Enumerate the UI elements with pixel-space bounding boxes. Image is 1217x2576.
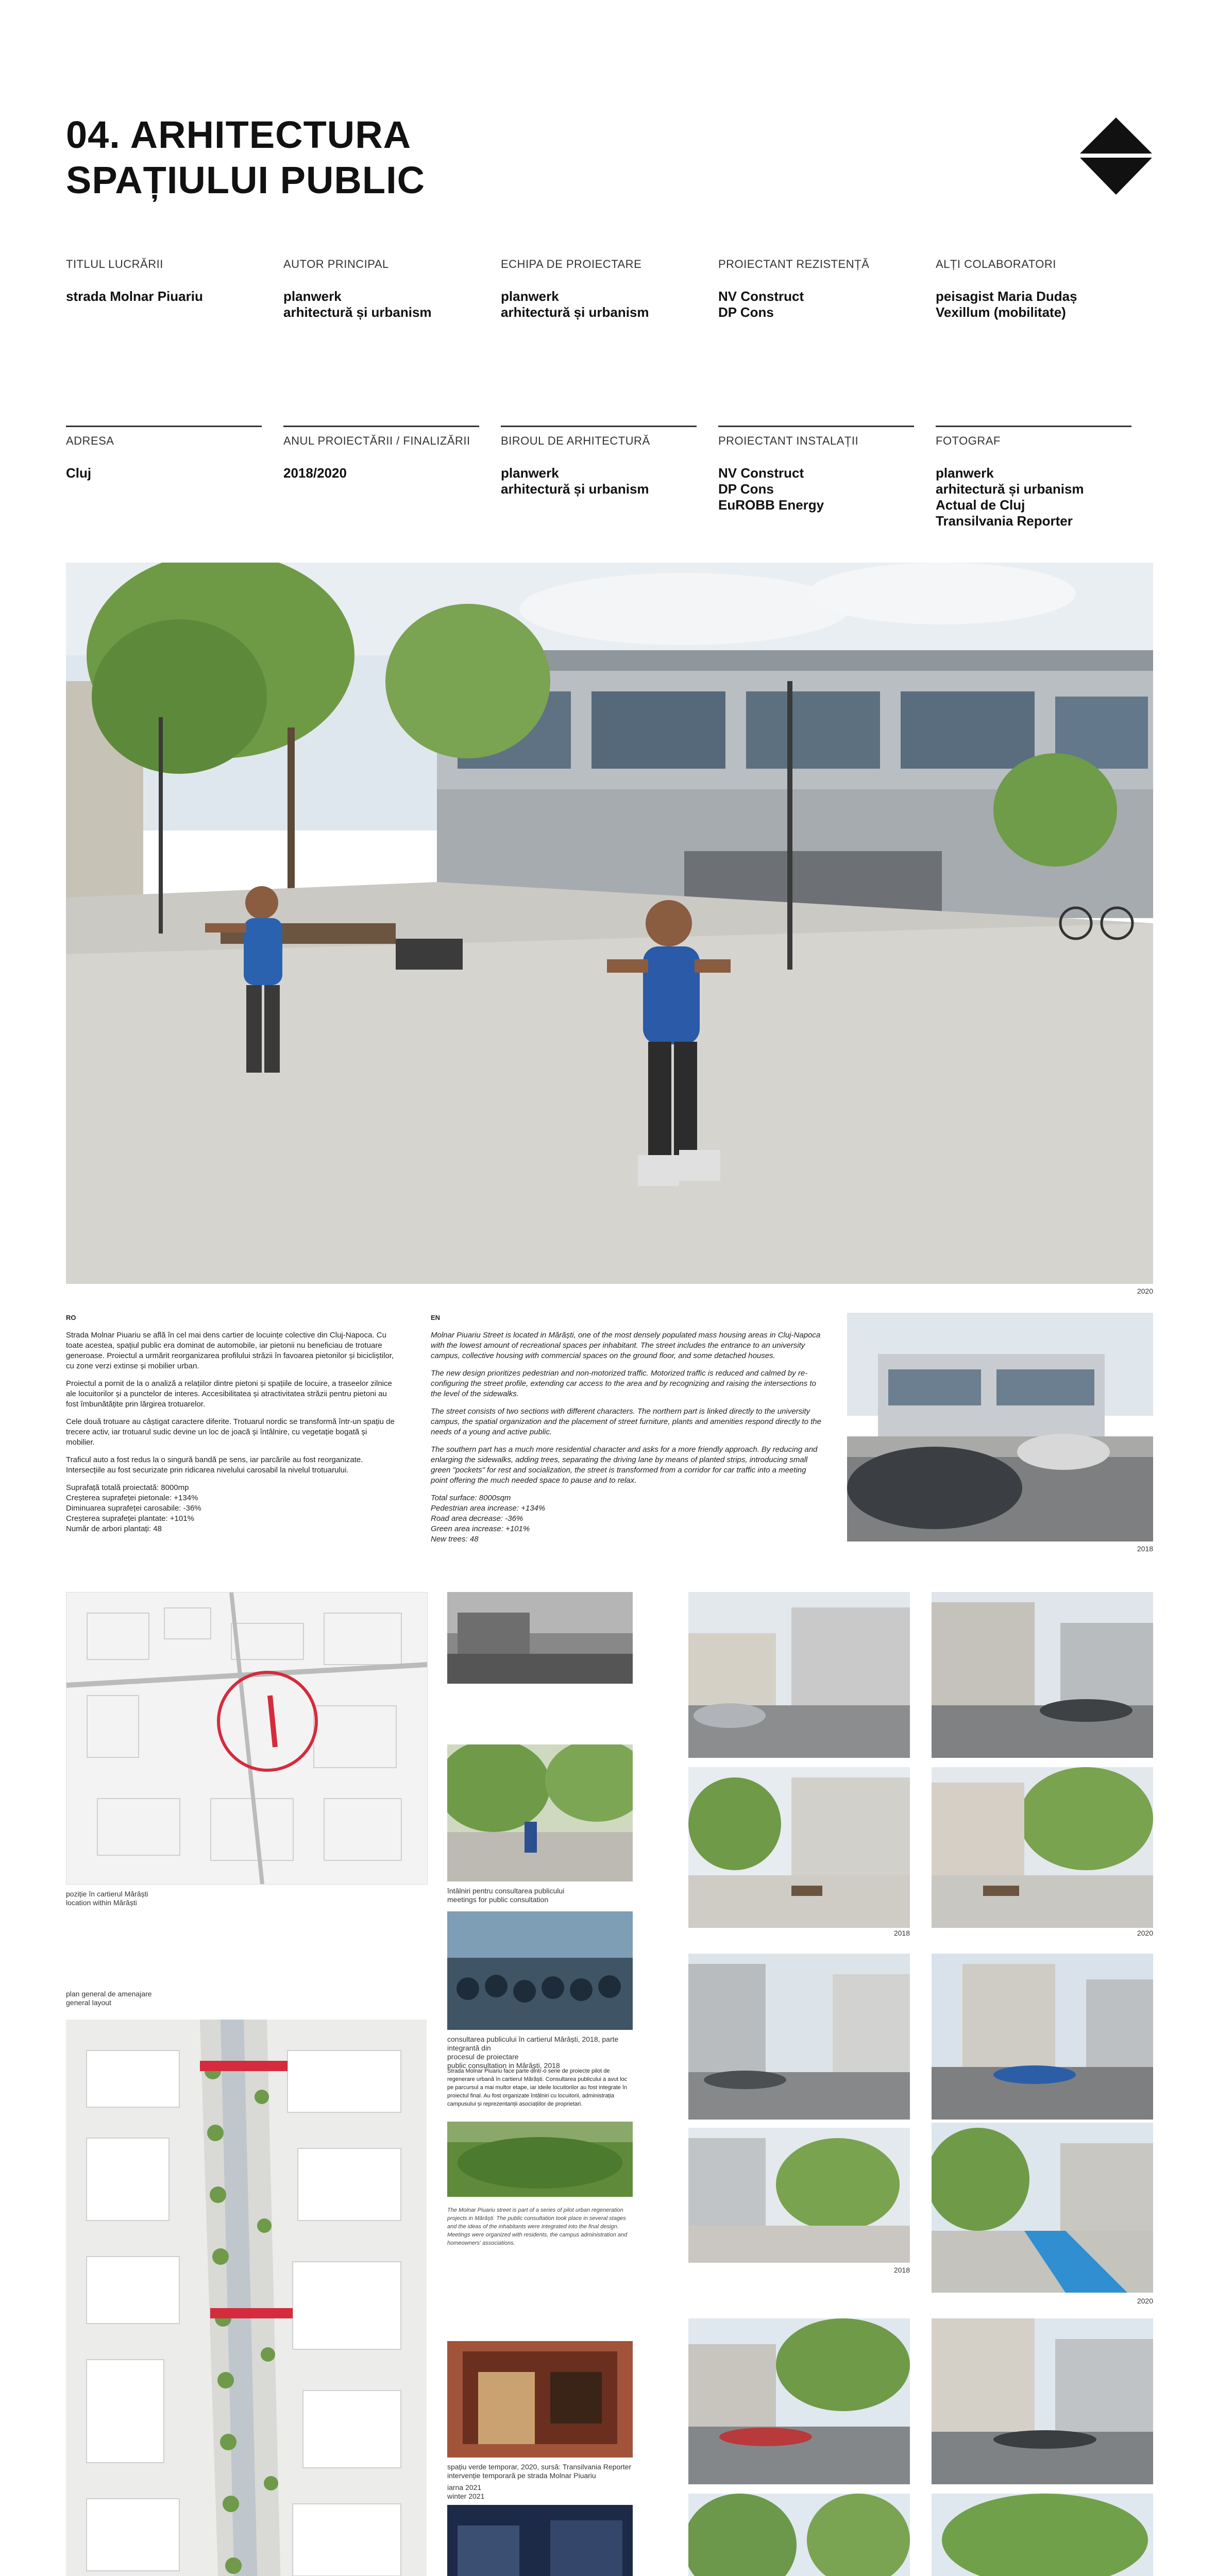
meta-year: ANUL PROIECTĂRII / FINALIZĂRII 2018/2020: [283, 426, 479, 481]
grid-photo-9: [688, 2318, 910, 2484]
page-title: [66, 112, 425, 203]
meta-team: ECHIPA DE PROIECTARE planwerk arhitectură și urbanism: [501, 258, 649, 320]
grid-year-4: 2020: [1137, 2297, 1153, 2305]
winter-caption: iarna 2021 winter 2021: [447, 2483, 485, 2500]
grid-photo-1: [688, 1592, 910, 1758]
divider: [718, 426, 914, 427]
grid-year-1: 2018: [893, 1929, 910, 1937]
grid-photo-8: [932, 2123, 1153, 2293]
meta-installations: PROIECTANT INSTALAȚII NV Construct DP Cons EuROBB Energy: [718, 426, 914, 513]
meta-author: AUTOR PRINCIPAL planwerk arhitectură și urbanism: [283, 258, 432, 320]
meta-title: TITLUL LUCRĂRII strada Molnar Piuariu: [66, 258, 203, 304]
public-consultation-caption: consultarea publicului în cartierul Mărăști, 2018, parte integrantă din procesul de proiectare public consultation in Mărăști, 2018: [447, 2035, 619, 2070]
grid-photo-11: [688, 2494, 910, 2576]
divider: [936, 426, 1131, 427]
grid-photo-2: [932, 1592, 1153, 1758]
temporary-caption: spațiu verde temporar, 2020, sursă: Transilvania Reporter intervenție temporară pe strada Molnar Piuariu: [447, 2463, 632, 2480]
photo-archive-1: [447, 1592, 633, 1684]
before-photo: [847, 1313, 1153, 1541]
text-ro: RO Strada Molnar Piuariu se află în cel mai dens cartier de locuințe colective din Cluj-Napoca. Cu toate acestea, spațiul public era dominat de automobile, iar pietonii nu beneficiau de trotuare generoase. Proiectul a urmărit reorganizarea profilului străzii în favoarea pietonilor și bicicliștilor, cu zone verzi extinse și mobilier urban. Proiectul a pornit de la o analiză a relațiilor dintre pietoni și spațiile de locuire, a traseelor zilnice ale locuitorilor și a punctelor de interes. Accesibilitatea și atractivitatea străzii pentru pietoni au fost îmbunătățite prin lărgirea trotuarelor. Cele două trotuare au câștigat caractere diferite. Trotuarul nordic se transformă într-un spațiu de trecere activ, iar trotuarul sudic devine un loc de joacă și întâlnire, cu vegetație bogată și mobilier. Traficul auto a fost redus la o singură bandă pe sens, iar parcările au fost reorganizate. Intersecțiile au fost securizate prin ridicarea nivelului carosabil la nivelul trotuarului. Suprafață totală proiectată: 8000mp Creșterea suprafeței pietonale: +134% Diminuarea suprafeței carosabile: -36% Creșterea suprafeței plantate: +101% Număr de arbori plantați: 48: [66, 1314, 395, 1533]
grid-photo-7: [688, 2128, 910, 2263]
meta-address: ADRESA Cluj: [66, 426, 262, 481]
location-caption: poziție în cartierul Mărăști location within Mărăști: [66, 1890, 148, 1907]
layout-caption: plan general de amenajare general layout: [66, 1990, 152, 2007]
site-plan: [66, 2020, 427, 2576]
grid-year-2: 2020: [1137, 1929, 1153, 1937]
photo-kiosk: [447, 2341, 633, 2458]
meta-office: BIROUL DE ARHITECTURĂ planwerk arhitectură și urbanism: [501, 426, 697, 497]
consultation-caption: întâlniri pentru consultarea publicului meetings for public consultation: [447, 1887, 565, 1904]
divider: [66, 426, 262, 427]
photo-night: [447, 2505, 633, 2576]
grid-photo-6: [932, 1954, 1153, 2120]
photo-garden: [447, 2122, 633, 2197]
meta-collaborators: ALȚI COLABORATORI peisagist Maria Dudaș Vexillum (mobilitate): [936, 258, 1077, 320]
divider: [501, 426, 697, 427]
photo-green-street: [447, 1744, 633, 1882]
grid-photo-3: [688, 1767, 910, 1928]
grid-photo-10: [932, 2318, 1153, 2484]
title-line-2: SPAȚIULUI PUBLIC: [66, 159, 426, 201]
divider: [283, 426, 479, 427]
grid-photo-5: [688, 1954, 910, 2120]
hero-photo: [66, 563, 1153, 1284]
meta-photographer: FOTOGRAF planwerk arhitectură și urbanism Actual de Cluj Transilvania Reporter: [936, 426, 1131, 529]
process-text-en: The Molnar Piuariu street is part of a series of pilot urban regeneration projects in Mărăști. The public consultation took place in several stages and the ideas of the inhabitants were integrated into the final design. Meetings were organized with residents, the campus administration and homeowners' associations.: [447, 2207, 628, 2246]
location-map: [66, 1592, 428, 1885]
hero-year: 2020: [1137, 1287, 1153, 1295]
photo-consultation: [447, 1911, 633, 2030]
title-line-1: 04. ARHITECTURA: [66, 113, 412, 156]
grid-year-3: 2018: [893, 2266, 910, 2274]
text-en: EN Molnar Piuariu Street is located in Mărăști, one of the most densely populated mass housing areas in Cluj-Napoca with the lowest amount of recreational spaces per inhabitant. The street includes the entrance to an university campus, collective housing with commercial spaces on the ground floor, and some detached houses. The new design prioritizes pedestrian and non-motorized traffic. Motorized traffic is reduced and calmed by re-configuring the street profile, extending car access to the area and by recognizing and raising the intersections to the level of the sidewalks. The street consists of two sections with different characters. The northern part is linked directly to the university campus, the spatial organization and the placement of street furniture, plants and amenities respond directly to the needs of a young and active public. The southern part has a much more residential character and asks for a more friendly approach. By reducing and enlarging the sidewalks, adding trees, separating the driving lane by means of planted strips, introducing small green "pockets" for rest and socialization, the street is transformed from a corridor for car traffic into a meeting point offering the much needed space to pause and to relax. Total surface: 8000sqm Pedestrian area increase: +134% Road area decrease: -36% Green area increase: +101% New trees: 48: [431, 1314, 821, 1544]
meta-structure: PROIECTANT REZISTENȚĂ NV Construct DP Cons: [718, 258, 870, 320]
grid-photo-12: [932, 2494, 1153, 2576]
diamond-logo-icon: [1080, 117, 1152, 195]
process-text-ro: Strada Molnar Piuariu face parte dintr-o serie de proiecte pilot de regenerare urbană în cartierul Mărăști. Consultarea publicului a avut loc pe parcursul a mai multor etape, iar ideile locuitorilor au fost integrate în proiectul final. Au fost organizate întâlniri cu locuitorii, administrația campusului și reprezentanții asociațiilor de proprietari.: [447, 2068, 628, 2107]
before-year: 2018: [1137, 1545, 1153, 1553]
grid-photo-4: [932, 1767, 1153, 1928]
